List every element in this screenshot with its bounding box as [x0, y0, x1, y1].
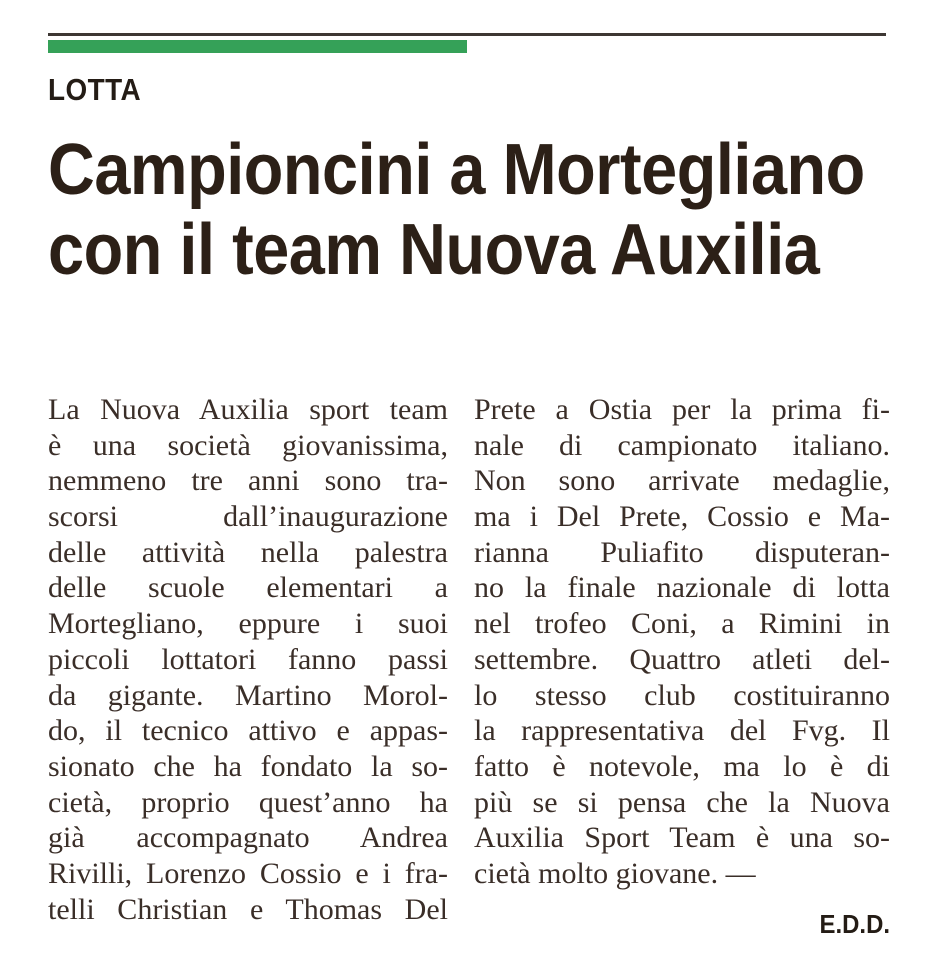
body-line: nemmeno tre anni sono tra- [48, 464, 448, 498]
body-line: rianna Puliafito disputeran- [474, 535, 890, 569]
column-left [48, 392, 448, 942]
body-line: da gigante. Martino Morol- [48, 678, 448, 712]
body-line: è una società giovanissima, [48, 428, 448, 462]
body-line: delle attività nella palestra [48, 535, 448, 569]
body-line: la rappresentativa del Fvg. Il [474, 714, 890, 748]
headline-line-2: con il team Nuova Auxilia [48, 210, 820, 290]
body-line: fatto è notevole, ma lo è di [474, 749, 890, 783]
body-line: lo stesso club costituiranno [474, 678, 890, 712]
body-line: Rivilli, Lorenzo Cossio e i fra- [48, 856, 448, 890]
body-line: sionato che ha fondato la so- [48, 749, 448, 783]
article-body [48, 392, 890, 942]
body-line: scorsi dall’inaugurazione [48, 500, 448, 534]
body-line: ma i Del Prete, Cossio e Ma- [474, 500, 890, 534]
headline-line-1: Campioncini a Mortegliano [48, 130, 865, 210]
body-line: do, il tecnico attivo e appas- [48, 714, 448, 748]
body-line: delle scuole elementari a [48, 571, 448, 605]
body-line: cietà, proprio quest’anno ha [48, 785, 448, 819]
body-line: Prete a Ostia per la prima fi- [474, 393, 890, 426]
column-right-lines [474, 392, 890, 892]
body-line: nale di campionato italiano. [474, 428, 890, 462]
byline: E.D.D. [819, 908, 890, 939]
headline [48, 130, 865, 290]
body-line: nel trofeo Coni, a Rimini in [474, 607, 890, 641]
body-line: La Nuova Auxilia sport team [48, 393, 448, 426]
body-line: no la finale nazionale di lotta [474, 571, 890, 605]
green-accent-bar [48, 40, 467, 53]
top-rule [48, 33, 886, 36]
section-kicker: LOTTA [48, 72, 142, 107]
article-header [48, 33, 890, 290]
body-line: settembre. Quattro atleti del- [474, 642, 890, 676]
body-line: Auxilia Sport Team è una so- [474, 821, 890, 855]
body-line: Non sono arrivate medaglie, [474, 464, 890, 498]
body-line: già accompagnato Andrea [48, 821, 448, 855]
body-line: Mortegliano, eppure i suoi [48, 607, 448, 641]
body-line: telli Christian e Thomas Del [48, 892, 448, 926]
body-line: cietà molto giovane. — [474, 856, 756, 890]
column-right [474, 392, 890, 942]
body-line: più se si pensa che la Nuova [474, 785, 890, 819]
body-line: piccoli lottatori fanno passi [48, 642, 448, 676]
